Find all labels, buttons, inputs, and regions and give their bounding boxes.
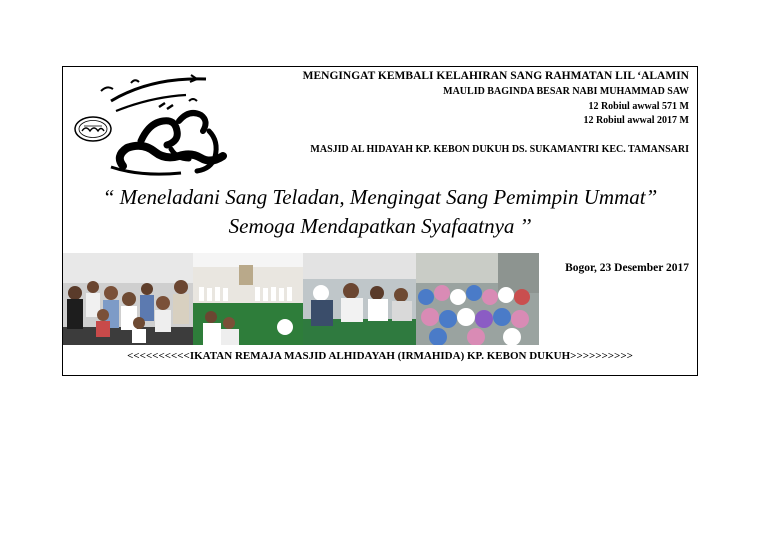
photo-mosque-prayer <box>193 253 303 345</box>
muhammad-calligraphy-logo <box>71 71 231 181</box>
photo-children-gathering <box>63 253 193 345</box>
header-location: MASJID AL HIDAYAH KP. KEBON DUKUH DS. SUKAMANTRI KEC. TAMANSARI <box>310 144 689 155</box>
calligraphy-icon <box>71 71 231 181</box>
photo-elders-seated <box>303 253 416 345</box>
event-date: Bogor, 23 Desember 2017 <box>565 262 689 274</box>
organizer-footer: <<<<<<<<<<IKATAN REMAJA MASJID ALHIDAYAH (IRMAHIDA) KP. KEBON DUKUH>>>>>>>>>> <box>127 350 633 362</box>
header-date-hijri: 12 Robiul awwal 571 M <box>588 101 689 112</box>
header-date-gregorian: 12 Robiul awwal 2017 M <box>583 115 689 126</box>
event-card <box>62 66 698 376</box>
header-subtitle: MAULID BAGINDA BESAR NABI MUHAMMAD SAW <box>443 86 689 97</box>
quote-line-2: Semoga Mendapatkan Syafaatnya ’’ <box>228 214 532 238</box>
quote-line-1: “ Meneladani Sang Teladan, Mengingat Sang Pemimpin Ummat” <box>102 185 658 209</box>
photo-strip <box>63 253 543 345</box>
photo-women-congregation <box>416 253 539 345</box>
header-title: MENGINGAT KEMBALI KELAHIRAN SANG RAHMATAN LIL ‘ALAMIN <box>302 70 689 82</box>
